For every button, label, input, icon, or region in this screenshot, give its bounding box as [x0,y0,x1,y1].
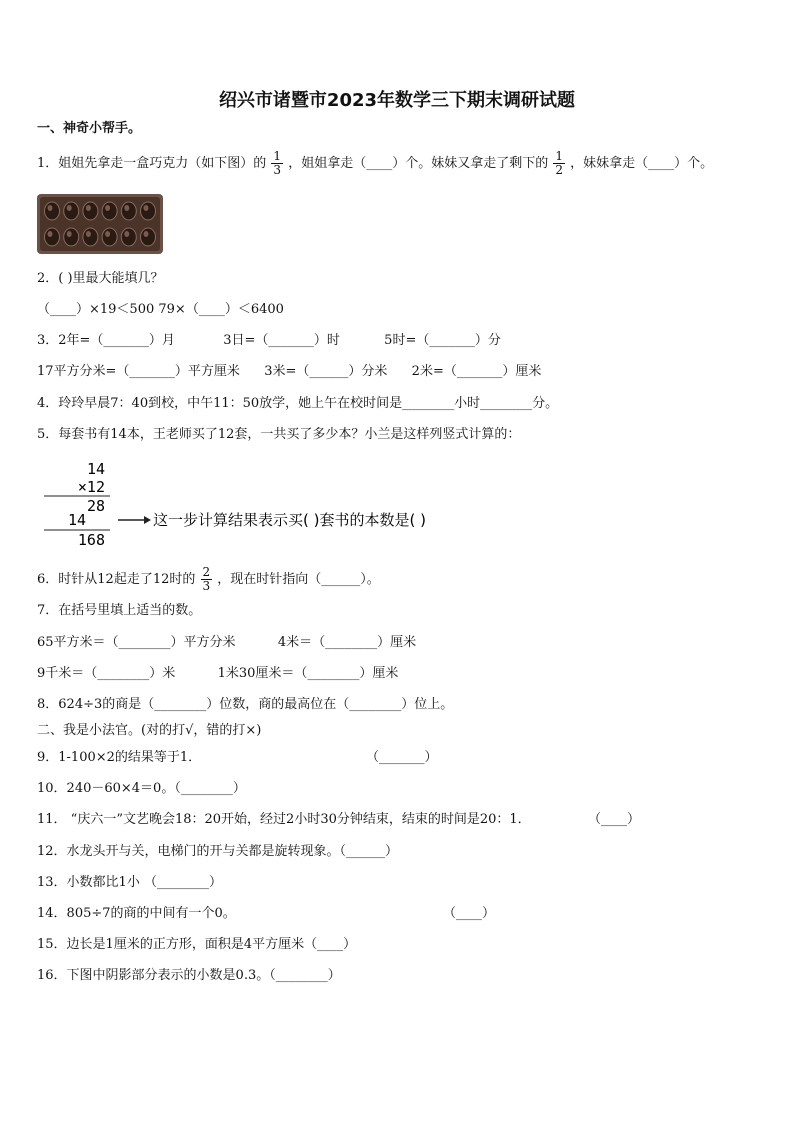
question-2: 2．( )里最大能填几？ [37,271,164,286]
q1-text-b: ，姐姐拿走（____）个。妹妹又拿走了剩下的 [288,156,549,171]
question-7-row1 [37,634,416,652]
question-11: 11． “庆六一”文艺晚会18：20开始，经过2小时30分钟结束，结束的时间是20：1． [37,812,531,827]
fraction-denominator: 3 [273,163,282,177]
q3-item-years: 3．2年=（_______）月 [37,333,175,348]
question-14: 14．805÷7的商的中间有一个0。 [37,906,236,921]
chocolate-highlight [144,231,149,237]
chocolate-piece [83,228,98,246]
q6-text-b: ，现在时针指向（______）。 [217,572,380,587]
chocolate-highlight [86,231,91,237]
q7-item-km: 9千米＝（________）米 [37,666,176,681]
chocolate-piece [121,202,136,220]
vertical-row-product: 168 [77,531,105,549]
question-3-row2 [37,363,541,381]
chocolate-highlight [124,205,129,211]
fraction-one-half [553,150,565,177]
chocolate-piece [64,202,79,220]
question-9 [37,749,201,767]
q3-item-hours: 5时=（_______）分 [384,333,501,348]
chocolate-piece [64,228,79,246]
chocolate-piece [141,202,156,220]
vertical-row-multiplicand: 14 [86,460,105,478]
chocolate-box-image [37,194,163,254]
fraction-numerator: 1 [273,149,282,163]
q9-answer-blank: （_______） [366,750,438,765]
chocolate-piece [102,228,117,246]
q3-item-days: 3日=（_______）时 [223,333,340,348]
q9-text: 9．1-100×2的结果等于1． [37,750,202,765]
chocolate-highlight [124,231,129,237]
question-5: 5．每套书有14本，王老师买了12套，一共买了多少本？小兰是这样列竖式计算的： [37,427,521,442]
section-2-heading: 二、我是小法官。(对的打√，错的打×) [37,723,262,738]
fraction-denominator: 2 [555,163,563,177]
fraction-numerator: 2 [202,565,211,579]
q7-item-m-cm: 1米30厘米＝（________）厘米 [217,666,399,681]
chocolate-highlight [67,231,72,237]
chocolate-highlight [48,231,53,237]
question-7: 7．在括号里填上适当的数。 [37,603,202,618]
vertical-row-partial-1: 28 [86,497,105,515]
q3-item-sqdm: 17平方分米=（_______）平方厘米 [37,364,240,379]
question-13: 13．小数都比1小 （________） [37,875,222,890]
chocolate-highlight [67,205,72,211]
chocolate-highlight [86,205,91,211]
vertical-multiplication-diagram [40,458,510,553]
chocolate-piece [102,202,117,220]
fraction-one-third [271,150,283,177]
question-12: 12．水龙头开与关，电梯门的开与关都是旋转现象。（______） [37,844,399,859]
q1-text-a: 1．姐姐先拿走一盒巧克力（如下图）的 [37,156,267,171]
q3-item-cm: 2米=（_______）厘米 [411,364,542,379]
page-title: 绍兴市诸暨市2023年数学三下期末调研试题 [218,90,576,111]
question-1 [37,150,713,177]
q1-text-c: ，妹妹拿走（____）个。 [570,156,714,171]
question-10: 10．240－60×4＝0。（________） [37,781,246,796]
question-4: 4．玲玲早晨7：40到校，中午11：50放学，她上午在校时间是________小时________分。 [37,396,559,411]
chocolate-piece [141,228,156,246]
q6-text-a: 6．时针从12起走了12时的 [37,572,196,587]
question-2-items: （____）×19＜500 79×（____）＜6400 [37,302,284,317]
question-3-row1 [37,332,501,350]
vertical-annotation: 这一步计算结果表示买( )套书的本数是( ) [153,511,426,529]
question-8: 8．624÷3的商是（________）位数，商的最高位在（________）位上。 [37,697,454,712]
question-16: 16．下图中阴影部分表示的小数是0.3。（________） [37,968,341,983]
chocolate-highlight [105,205,110,211]
fraction-numerator: 1 [555,149,563,163]
question-6 [37,566,380,593]
q7-item-sqm: 65平方米＝（________）平方分米 [37,635,236,650]
vertical-row-multiplier: ×12 [77,478,105,496]
question-15: 15．边长是1厘米的正方形，面积是4平方厘米（____） [37,937,357,952]
chocolate-highlight [144,205,149,211]
chocolate-highlight [48,205,53,211]
q11-answer-blank: （____） [588,812,641,827]
fraction-denominator: 3 [202,579,211,593]
fraction-two-thirds [201,566,213,593]
chocolate-piece [45,228,60,246]
q3-item-meters: 3米=（______）分米 [264,364,388,379]
section-1-heading: 一、神奇小帮手。 [37,121,142,136]
question-7-row2 [37,665,398,683]
q14-answer-blank: （____） [443,906,496,921]
q7-item-meters: 4米＝（________）厘米 [277,635,417,650]
chocolate-piece [83,202,98,220]
arrow-head-icon [144,516,151,524]
vertical-row-partial-2: 14 [67,511,86,529]
chocolate-piece [121,228,136,246]
chocolate-highlight [105,231,110,237]
chocolate-piece [45,202,60,220]
